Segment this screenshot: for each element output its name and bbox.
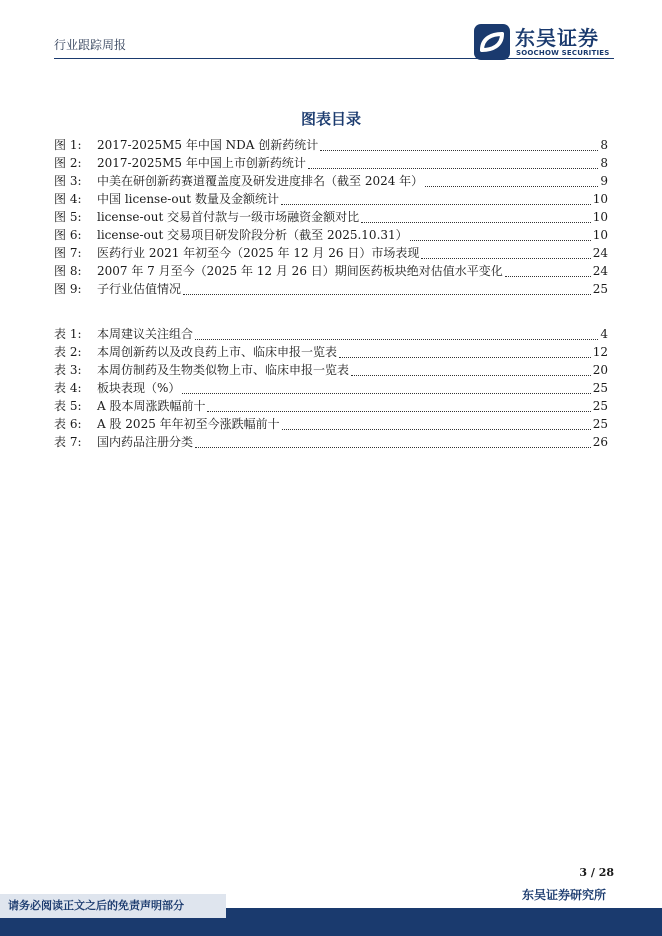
- figure-entry[interactable]: [54, 190, 608, 208]
- figure-entry-page[interactable]: 8: [600, 138, 608, 152]
- table-entry-number: 表 6:: [54, 417, 82, 431]
- logo-name-en: SOOCHOW SECURITIES: [516, 49, 610, 57]
- figure-entry-title[interactable]: 子行业估值情况: [97, 282, 182, 296]
- figure-entry[interactable]: [54, 154, 608, 172]
- dot-leader: [339, 356, 591, 358]
- table-entry-page[interactable]: 4: [600, 327, 608, 341]
- figure-entry-title[interactable]: license-out 交易首付款与一级市场融资金额对比: [97, 210, 360, 224]
- toc-title: 图表目录: [300, 110, 361, 128]
- dot-leader: [361, 221, 591, 223]
- table-entry-number: 表 4:: [54, 381, 82, 395]
- table-entry-title[interactable]: 板块表现（%）: [97, 381, 181, 395]
- figure-entry-page[interactable]: 24: [592, 264, 608, 278]
- table-entry-page[interactable]: 12: [592, 345, 608, 359]
- table-entry-title[interactable]: A 股 2025 年年初至今涨跌幅前十: [97, 417, 280, 431]
- dot-leader: [505, 275, 591, 277]
- figure-entry-page[interactable]: 10: [592, 210, 608, 224]
- figure-entry-number: 图 3:: [54, 174, 82, 188]
- dot-leader: [182, 392, 590, 394]
- figure-entry-number: 图 9:: [54, 282, 82, 296]
- figure-entry[interactable]: [54, 280, 608, 298]
- table-entry-title[interactable]: 本周仿制药及生物类似物上市、临床申报一览表: [97, 363, 350, 377]
- table-entry-title[interactable]: 本周创新药以及改良药上市、临床申报一览表: [97, 345, 338, 359]
- dot-leader: [308, 167, 598, 169]
- figure-entry-number: 图 5:: [54, 210, 82, 224]
- figure-entry-page[interactable]: 9: [600, 174, 608, 188]
- figure-entry-title[interactable]: 2017-2025M5 年中国 NDA 创新药统计: [97, 138, 319, 152]
- figure-entry-number: 图 1:: [54, 138, 82, 152]
- table-entry-number: 表 5:: [54, 399, 82, 413]
- table-entry-title[interactable]: A 股本周涨跌幅前十: [97, 399, 206, 413]
- disclaimer-note: 请务必阅读正文之后的免责声明部分: [0, 894, 226, 918]
- dot-leader: [207, 410, 590, 412]
- figure-entry-title[interactable]: 2017-2025M5 年中国上市创新药统计: [97, 156, 306, 170]
- figure-entry-number: 图 6:: [54, 228, 82, 242]
- dot-leader: [351, 374, 591, 376]
- dot-leader: [281, 203, 591, 205]
- page-number: 3 / 28: [579, 866, 614, 879]
- table-entry[interactable]: [54, 433, 608, 451]
- table-entry-page[interactable]: 25: [592, 381, 608, 395]
- dot-leader: [195, 446, 591, 448]
- figure-entry[interactable]: [54, 208, 608, 226]
- figure-entry[interactable]: [54, 172, 608, 190]
- logo-name-cn: 东吴证券: [515, 26, 599, 50]
- table-entry[interactable]: [54, 379, 608, 397]
- figure-entry-title[interactable]: 中美在研创新药赛道覆盖度及研发进度排名（截至 2024 年）: [97, 174, 424, 188]
- dot-leader: [410, 239, 591, 241]
- table-entry[interactable]: [54, 325, 608, 343]
- figure-entry-page[interactable]: 8: [600, 156, 608, 170]
- table-entry-title[interactable]: 本周建议关注组合: [97, 327, 194, 341]
- table-entry-page[interactable]: 20: [592, 363, 608, 377]
- table-entry-number: 表 2:: [54, 345, 82, 359]
- table-entry-title[interactable]: 国内药品注册分类: [97, 435, 194, 449]
- table-entry-number: 表 3:: [54, 363, 82, 377]
- table-entry[interactable]: [54, 343, 608, 361]
- dot-leader: [425, 185, 598, 187]
- figure-entry-number: 图 7:: [54, 246, 82, 260]
- dot-leader: [183, 293, 591, 295]
- figure-entry-title[interactable]: 医药行业 2021 年初至今（2025 年 12 月 26 日）市场表现: [97, 246, 420, 260]
- figure-entry[interactable]: [54, 226, 608, 244]
- report-type-label: 行业跟踪周报: [54, 38, 127, 52]
- figure-entry-page[interactable]: 10: [592, 192, 608, 206]
- figure-entry-page[interactable]: 24: [592, 246, 608, 260]
- figure-entry[interactable]: [54, 262, 608, 280]
- dot-leader: [282, 428, 591, 430]
- figure-entry-title[interactable]: license-out 交易项目研发阶段分析（截至 2025.10.31）: [97, 228, 408, 242]
- header-divider: [54, 58, 614, 59]
- figure-entry-number: 图 2:: [54, 156, 82, 170]
- figure-list: [54, 136, 608, 298]
- figure-entry[interactable]: [54, 136, 608, 154]
- table-entry-number: 表 1:: [54, 327, 82, 341]
- dot-leader: [421, 257, 590, 259]
- figure-entry[interactable]: [54, 244, 608, 262]
- figure-entry-page[interactable]: 25: [592, 282, 608, 296]
- table-entry-page[interactable]: 25: [592, 399, 608, 413]
- footer-org: 东吴证券研究所: [521, 888, 606, 902]
- table-entry-number: 表 7:: [54, 435, 82, 449]
- table-entry-page[interactable]: 25: [592, 417, 608, 431]
- figure-entry-number: 图 4:: [54, 192, 82, 206]
- table-entry[interactable]: [54, 415, 608, 433]
- figure-entry-title[interactable]: 2007 年 7 月至今（2025 年 12 月 26 日）期间医药板块绝对估值水平变化: [97, 264, 503, 278]
- table-list: [54, 325, 608, 451]
- dot-leader: [195, 338, 598, 340]
- table-entry-page[interactable]: 26: [592, 435, 608, 449]
- brand-logo: [474, 22, 624, 62]
- soochow-logo-icon: [474, 24, 510, 60]
- figure-entry-page[interactable]: 10: [592, 228, 608, 242]
- table-entry[interactable]: [54, 361, 608, 379]
- table-entry[interactable]: [54, 397, 608, 415]
- dot-leader: [320, 149, 598, 151]
- figure-entry-title[interactable]: 中国 license-out 数量及金额统计: [97, 192, 279, 206]
- figure-entry-number: 图 8:: [54, 264, 82, 278]
